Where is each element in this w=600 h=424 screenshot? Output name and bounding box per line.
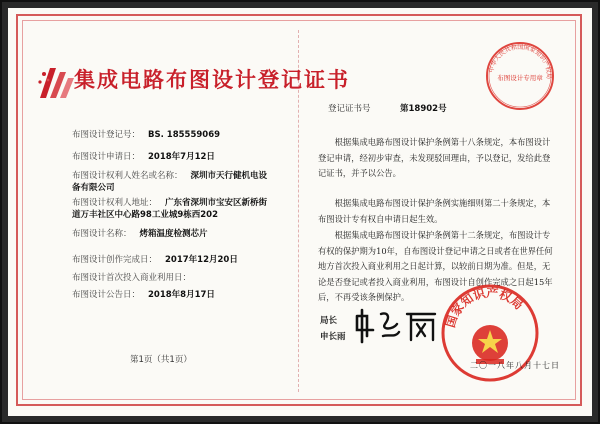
announce-date-value: 2018年8月17日 <box>148 290 215 300</box>
certificate-title: 集成电路布图设计登记证书 <box>74 67 350 92</box>
owner-field <box>72 169 267 181</box>
legal-paragraph-2: 根据集成电路布图设计保护条例实施细则第二十条规定，本布图设计专有权自申请日起生效。 <box>318 198 551 224</box>
page-number: 第1页（共1页） <box>130 355 192 365</box>
owner-value-line1: 深圳市天行健机电设 <box>190 171 268 181</box>
creation-date-field <box>72 253 238 265</box>
address-label: 布图设计权利人地址： <box>72 198 158 208</box>
creation-date-label: 布图设计创作完成日： <box>72 255 158 265</box>
address-value-line1: 广东省深圳市宝安区新桥街 <box>165 198 268 208</box>
certificate-number-value: 第18902号 <box>400 104 447 114</box>
first-commercial-field <box>72 271 199 283</box>
legal-paragraph-3: 根据集成电路布图设计保护条例第十二条规定，布图设计专有权的保护期为10年，自布图设计登记申请之日或者在世界任何地方首次投入商业利用之日起计算，以较前日期为准。但是，无论是否登记或者投入商业利用，布图设计自创作完成之日起15年后，不再受该条例保护。 <box>318 230 553 302</box>
announce-date-label: 布图设计公告日： <box>72 290 141 300</box>
legal-paragraph-1: 根据集成电路布图设计保护条例第十八条规定，本布图设计登记申请，经初步审查，未发现驳回理由，予以登记，发给此登记证书，并予以公告。 <box>318 137 551 178</box>
creation-date-value: 2017年12月20日 <box>165 255 238 265</box>
first-commercial-label: 布图设计首次投入商业利用日： <box>72 273 192 283</box>
design-name-field <box>72 227 208 239</box>
director-title-label: 局长 <box>320 316 338 326</box>
announce-date-field <box>72 288 215 300</box>
svg-text:申长雨: 申长雨 <box>353 306 356 307</box>
issue-date: 二〇一八年八月十七日 <box>470 361 560 370</box>
certificate-number-label: 登记证书号 <box>328 104 371 114</box>
ip-office-logo-icon <box>36 64 76 102</box>
registration-number-label: 布图设计登记号： <box>72 130 141 140</box>
owner-label: 布图设计权利人姓名或名称： <box>72 171 183 181</box>
layout-design-seal-icon <box>484 40 556 112</box>
address-value-line2: 道万丰社区中心路98工业城9栋西202 <box>72 210 218 220</box>
application-date-field <box>72 150 215 162</box>
registration-number-field <box>72 128 220 140</box>
design-name-label: 布图设计名称： <box>72 229 132 239</box>
design-name-value: 烤箱温度检测芯片 <box>139 229 208 239</box>
address-field <box>72 196 267 208</box>
seal-big-ring-text: 国家知识产权局 <box>443 285 526 330</box>
registration-number-value: BS. 185559069 <box>148 130 221 140</box>
application-date-label: 布图设计申请日： <box>72 152 141 162</box>
seal-top-ring-text: 中华人民共和国国家知识产权局 <box>488 43 553 80</box>
director-name-label: 申长雨 <box>320 332 346 342</box>
director-signature <box>353 306 439 346</box>
owner-value-line2: 备有限公司 <box>72 183 115 193</box>
application-date-value: 2018年7月12日 <box>148 152 215 162</box>
seal-top-center-text: 布图设计专用章 <box>497 74 543 82</box>
